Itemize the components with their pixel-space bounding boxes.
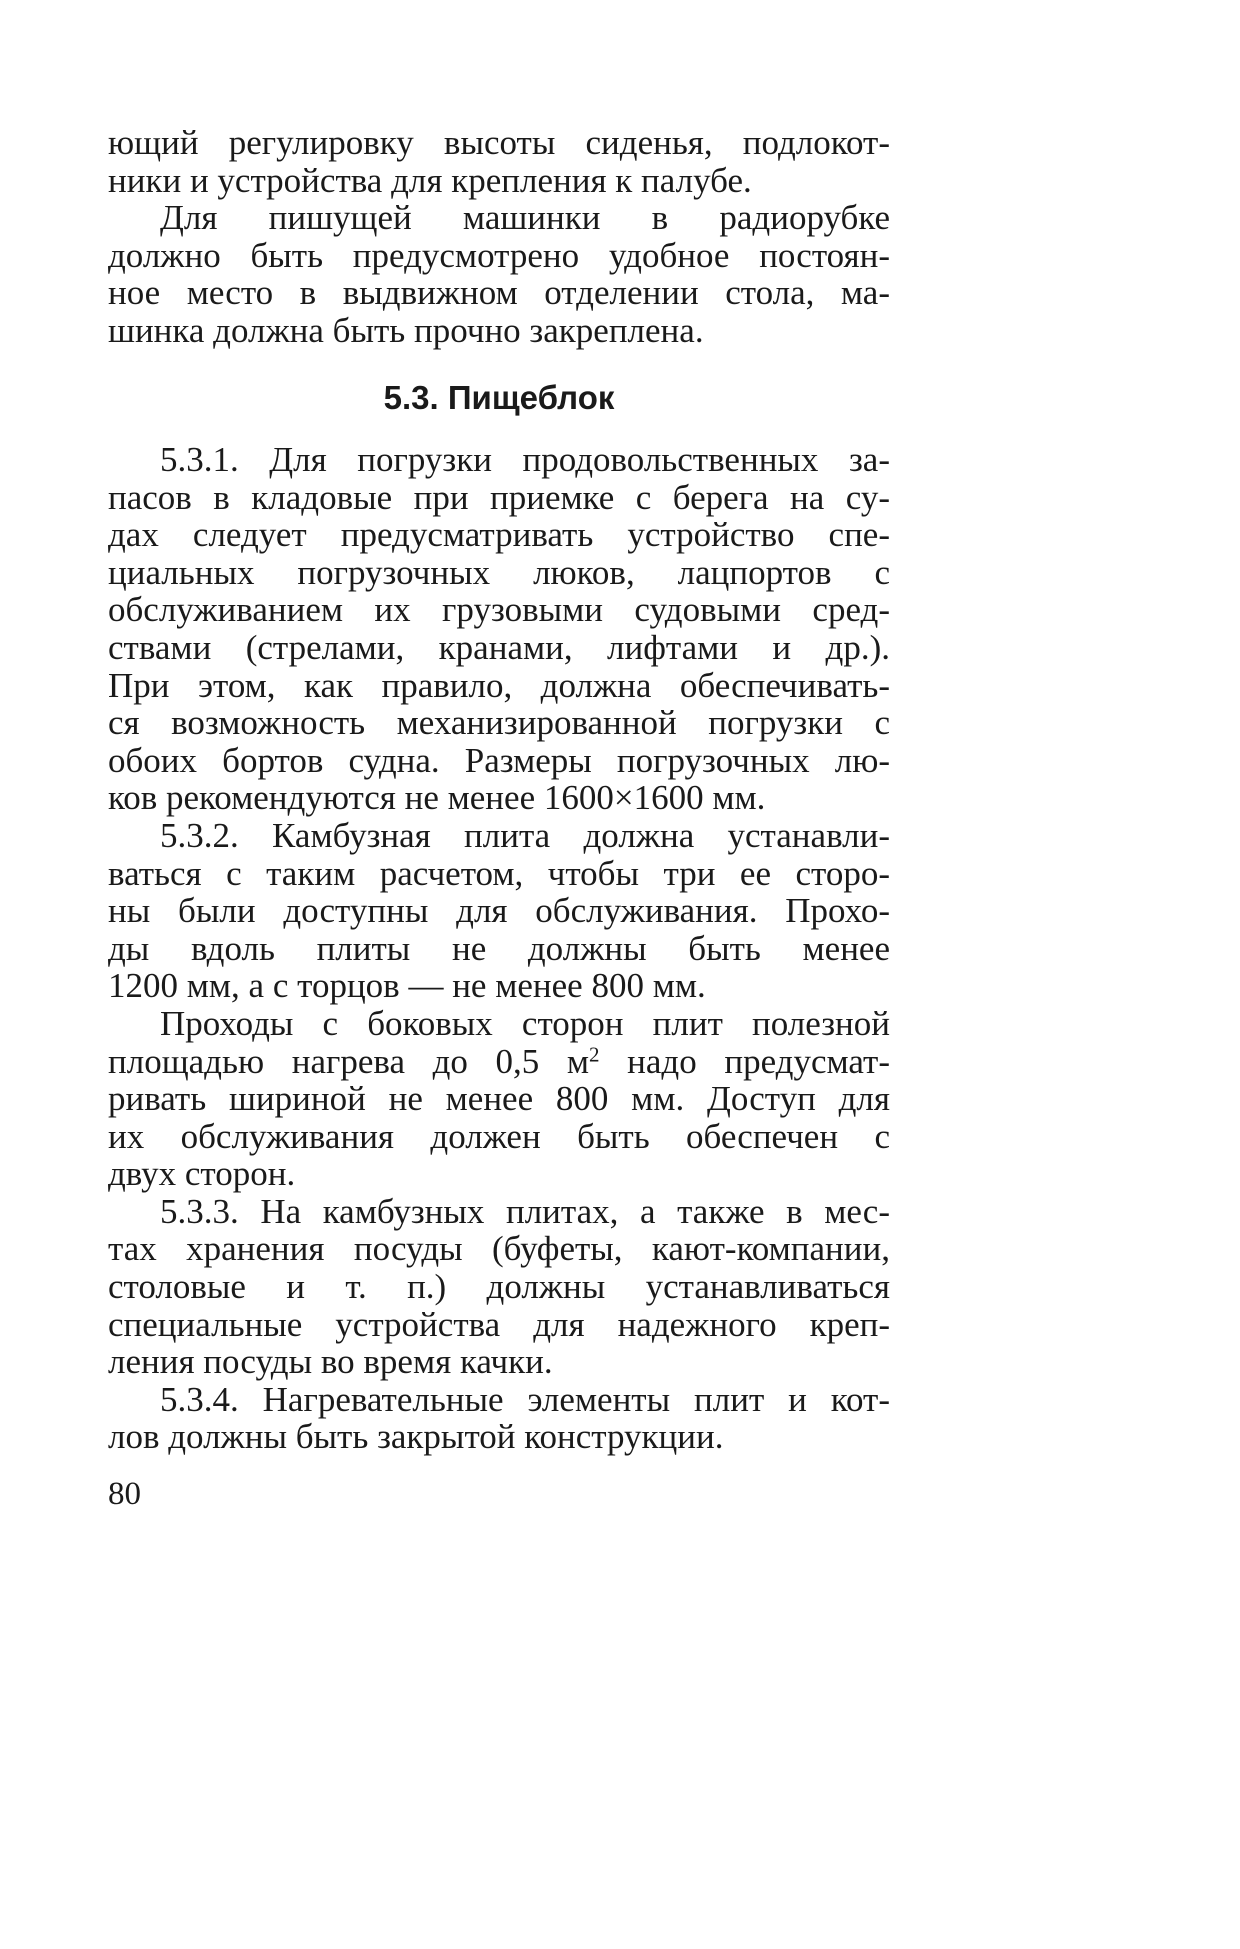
text-line: обоих бортов судна. Размеры погрузочных лю- <box>108 740 890 780</box>
section-body <box>108 441 890 1456</box>
text-line: дах следует предусматривать устройство спе- <box>108 515 890 555</box>
text-line: 1200 мм, а с торцов — не менее 800 мм. <box>108 966 706 1006</box>
text-line: двух сторон. <box>108 1154 296 1194</box>
text-line: 5.3.1. Для погрузки продовольственных за- <box>160 440 890 479</box>
text-line: ющий регулировку высоты сиденья, подлокот- <box>108 123 890 162</box>
page-number: 80 <box>108 1476 141 1512</box>
text-line: циальных погрузочных люков, лацпортов с <box>108 552 890 592</box>
text-line: ники и устройства для крепления к палубе. <box>108 160 752 200</box>
text-line: При этом, как правило, должна обеспечивать- <box>108 665 890 705</box>
text-line: обслуживанием их грузовыми судовыми сред- <box>108 590 890 630</box>
top-paragraphs <box>108 124 890 350</box>
text-line: пасов в кладовые при приемке с берега на су- <box>108 477 890 517</box>
text-line: тах хранения посуды (буфеты, кают-компании, <box>108 1229 890 1269</box>
text-line <box>108 1043 890 1081</box>
text-line: их обслуживания должен быть обеспечен с <box>108 1116 890 1156</box>
text-line: Проходы с боковых сторон плит полезной <box>160 1003 890 1043</box>
text-line: ривать шириной не менее 800 мм. Доступ для <box>108 1079 890 1119</box>
text-line: Для пишущей машинки в радиорубке <box>160 198 890 238</box>
text-line: должно быть предусмотрено удобное постоян- <box>108 235 890 275</box>
superscript: 2 <box>589 1041 600 1066</box>
text-line: 5.3.2. Камбузная плита должна устанавли- <box>160 815 890 855</box>
text-fragment: надо предусмат- <box>599 1041 890 1081</box>
text-line: специальные устройства для надежного креп- <box>108 1304 890 1344</box>
text-line: ное место в выдвижном отделении стола, ма- <box>108 273 890 313</box>
section-heading: 5.3. Пищеблок <box>383 379 615 416</box>
text-line: лов должны быть закрытой конструкции. <box>108 1417 724 1457</box>
text-line: ны были доступны для обслуживания. Прохо- <box>108 891 890 931</box>
text-fragment: площадью нагрева до 0,5 м <box>108 1041 590 1081</box>
text-line: ков рекомендуются не менее 1600×1600 мм. <box>108 778 766 818</box>
text-line: шинка должна быть прочно закреплена. <box>108 310 704 350</box>
text-line: 5.3.4. Нагревательные элементы плит и кот- <box>160 1379 890 1419</box>
text-line: ствами (стрелами, кранами, лифтами и др.). <box>108 627 890 667</box>
text-line: ды вдоль плиты не должны быть менее <box>108 928 890 968</box>
text-line: столовые и т. п.) должны устанавливаться <box>108 1267 890 1307</box>
text-line: ся возможность механизированной погрузки с <box>108 703 890 743</box>
text-line: ления посуды во время качки. <box>108 1342 553 1382</box>
text-line: ваться с таким расчетом, чтобы три ее сторо- <box>108 853 890 893</box>
text-line: 5.3.3. На камбузных плитах, а также в мес- <box>160 1191 890 1231</box>
